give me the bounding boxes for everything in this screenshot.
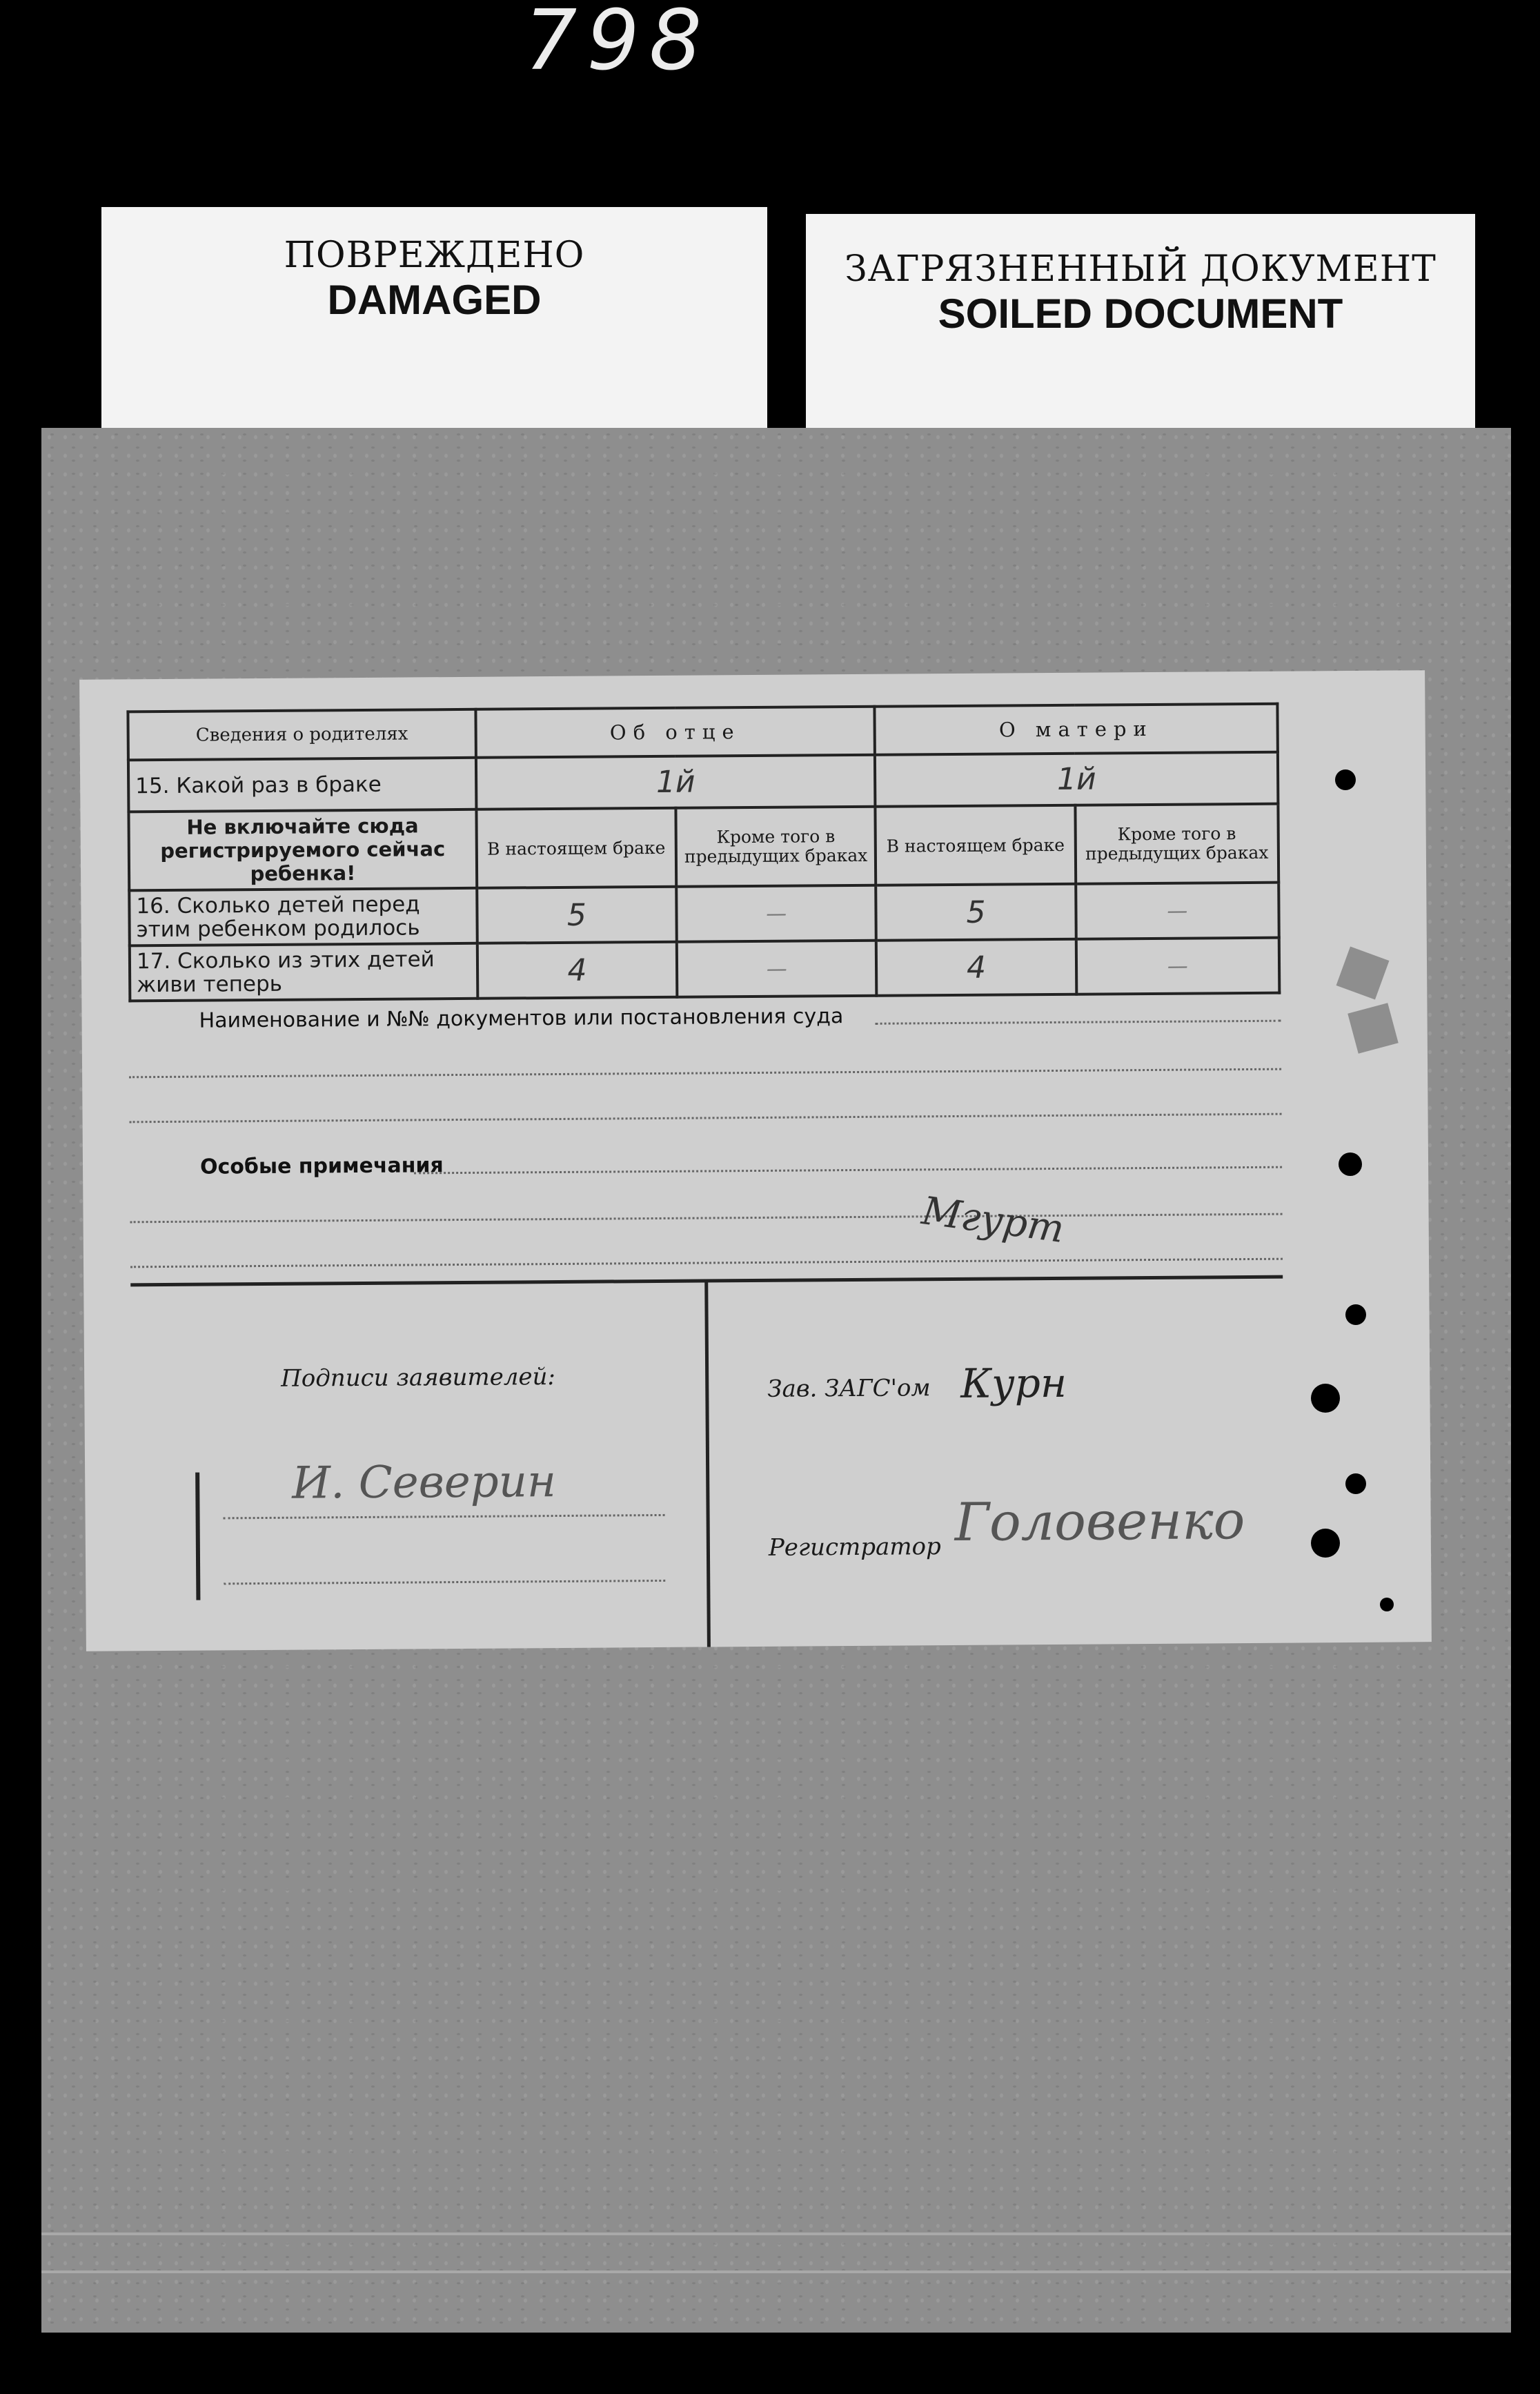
notes-handwriting: Мгурт bbox=[919, 1188, 1067, 1253]
soiled-label-ru: ЗАГРЯЗНЕННЫЙ ДОКУМЕНТ bbox=[845, 248, 1437, 290]
board-edge-line bbox=[41, 2270, 1511, 2273]
binding-hole bbox=[1311, 1384, 1340, 1413]
row15-mother-value: 1й bbox=[875, 752, 1278, 807]
documents-field-line bbox=[130, 1113, 1282, 1124]
row15-father-value: 1й bbox=[476, 755, 876, 810]
table-header-father: Об отце bbox=[475, 707, 875, 758]
signature-line bbox=[224, 1514, 665, 1519]
subheader-mother-current: В настоящем браке bbox=[876, 805, 1076, 885]
notes-field-line bbox=[414, 1166, 1282, 1175]
row17-father-current: 4 bbox=[477, 942, 678, 999]
row17-mother-previous: — bbox=[1076, 938, 1279, 994]
damaged-label-ru: ПОВРЕЖДЕНО bbox=[284, 235, 585, 276]
table-header-mother: О матери bbox=[875, 704, 1278, 755]
row16-mother-previous: — bbox=[1076, 883, 1279, 939]
signature-column-divider bbox=[704, 1279, 711, 1647]
binding-hole bbox=[1345, 1473, 1366, 1494]
soiled-label-en: SOILED DOCUMENT bbox=[938, 291, 1343, 337]
notes-field-label: Особые примечания bbox=[199, 1153, 444, 1179]
notes-field-line bbox=[130, 1213, 1283, 1224]
damaged-label-en: DAMAGED bbox=[327, 277, 542, 323]
documents-field-line bbox=[129, 1068, 1281, 1079]
frame-number: 798 bbox=[524, 0, 712, 89]
zags-head-signature: Курн bbox=[960, 1359, 1067, 1407]
row17-label: 17. Сколько из этих детей живи теперь bbox=[130, 943, 477, 1001]
table-header-parents: Сведения о родителях bbox=[128, 709, 475, 761]
parents-info-table bbox=[126, 703, 1281, 1003]
row17-mother-current: 4 bbox=[876, 939, 1076, 996]
row16-father-current: 5 bbox=[477, 887, 677, 943]
row16-mother-current: 5 bbox=[876, 884, 1076, 941]
damaged-label-card bbox=[101, 207, 767, 435]
binding-hole bbox=[1311, 1529, 1340, 1558]
documents-field-line bbox=[876, 1020, 1281, 1025]
zags-head-label: Зав. ЗАГС'ом bbox=[767, 1374, 931, 1403]
binding-hole bbox=[1345, 1304, 1366, 1325]
documents-field-label: Наименование и №№ документов или постановления суда bbox=[199, 1004, 844, 1033]
subheader-father-current: В настоящем браке bbox=[476, 808, 676, 888]
subheader-mother-previous: Кроме того в предыдущих браках bbox=[1075, 804, 1279, 884]
registration-form-card bbox=[79, 670, 1432, 1651]
soiled-label-card bbox=[806, 214, 1475, 435]
row16-label: 16. Сколько детей перед этим ребенком родилось bbox=[129, 888, 477, 946]
registrar-signature: Головенко bbox=[954, 1489, 1245, 1553]
row16-father-previous: — bbox=[676, 885, 876, 942]
registrar-label: Регистратор bbox=[768, 1533, 941, 1562]
row17-father-previous: — bbox=[677, 941, 877, 997]
exclusion-note: Не включайте сюда регистрируемого сейчас ребенка! bbox=[128, 810, 477, 891]
applicant-signature: И. Северин bbox=[291, 1456, 557, 1509]
binding-hole bbox=[1339, 1152, 1362, 1176]
bracket-mark bbox=[195, 1473, 200, 1600]
applicants-signature-label: Подписи заявителей: bbox=[281, 1363, 556, 1393]
notes-field-line bbox=[130, 1258, 1283, 1268]
row15-label: 15. Какой раз в браке bbox=[128, 758, 476, 812]
binding-hole bbox=[1335, 769, 1356, 790]
signature-line bbox=[224, 1580, 665, 1584]
board-edge-line bbox=[41, 2233, 1511, 2235]
binding-hole bbox=[1380, 1598, 1394, 1611]
subheader-father-previous: Кроме того в предыдущих браках bbox=[675, 807, 876, 887]
